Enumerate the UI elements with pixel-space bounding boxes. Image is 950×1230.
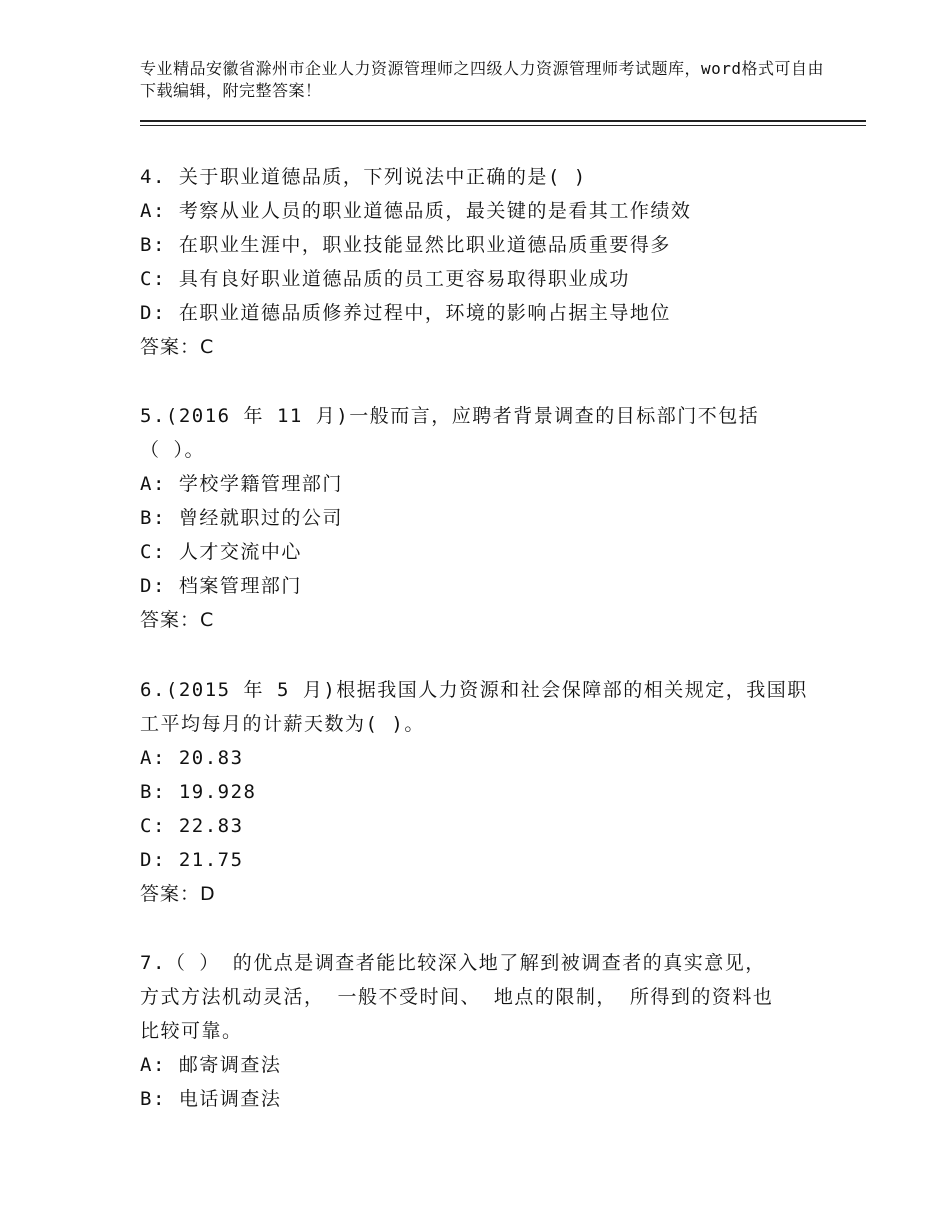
option-a: A: 20.83 <box>140 747 244 769</box>
option-b: B: 电话调查法 <box>140 1088 282 1110</box>
question-5 <box>140 399 830 637</box>
question-4 <box>140 160 830 364</box>
question-stem-continued: （ ）。 <box>140 439 205 461</box>
document-header-title: 专业精品安徽省滁州市企业人力资源管理师之四级人力资源管理师考试题库，word格式可自由下载编辑，附完整答案！ <box>140 59 825 100</box>
question-stem: 5.(2016 年 11 月)一般而言，应聘者背景调查的目标部门不包括 <box>140 405 760 427</box>
option-b: B: 曾经就职过的公司 <box>140 507 343 529</box>
option-d: D: 21.75 <box>140 849 244 871</box>
header-divider-thin <box>140 125 866 126</box>
answer-line: 答案：D <box>140 883 216 905</box>
question-7 <box>140 946 830 1116</box>
question-stem-continued: 比较可靠。 <box>140 1020 243 1042</box>
option-b: B: 在职业生涯中，职业技能显然比职业道德品质重要得多 <box>140 234 671 256</box>
option-c: C: 具有良好职业道德品质的员工更容易取得职业成功 <box>140 268 630 290</box>
header-divider-thick <box>140 120 866 122</box>
question-stem: 4. 关于职业道德品质，下列说法中正确的是( ) <box>140 166 587 188</box>
option-a: A: 考察从业人员的职业道德品质，最关键的是看其工作绩效 <box>140 200 692 222</box>
option-d: D: 在职业道德品质修养过程中，环境的影响占据主导地位 <box>140 302 671 324</box>
option-c: C: 22.83 <box>140 815 244 837</box>
question-stem: 7.（ ） 的优点是调查者能比较深入地了解到被调查者的真实意见， <box>140 952 766 974</box>
question-stem-continued: 工平均每月的计薪天数为( )。 <box>140 713 425 735</box>
option-a: A: 学校学籍管理部门 <box>140 473 343 495</box>
option-a: A: 邮寄调查法 <box>140 1054 282 1076</box>
question-stem-continued: 方式方法机动灵活， 一般不受时间、 地点的限制， 所得到的资料也 <box>140 986 774 1008</box>
answer-line: 答案：C <box>140 336 215 358</box>
option-c: C: 人才交流中心 <box>140 541 302 563</box>
option-d: D: 档案管理部门 <box>140 575 302 597</box>
answer-line: 答案：C <box>140 609 215 631</box>
question-stem: 6.(2015 年 5 月)根据我国人力资源和社会保障部的相关规定，我国职 <box>140 679 808 701</box>
question-6 <box>140 673 830 911</box>
option-b: B: 19.928 <box>140 781 257 803</box>
